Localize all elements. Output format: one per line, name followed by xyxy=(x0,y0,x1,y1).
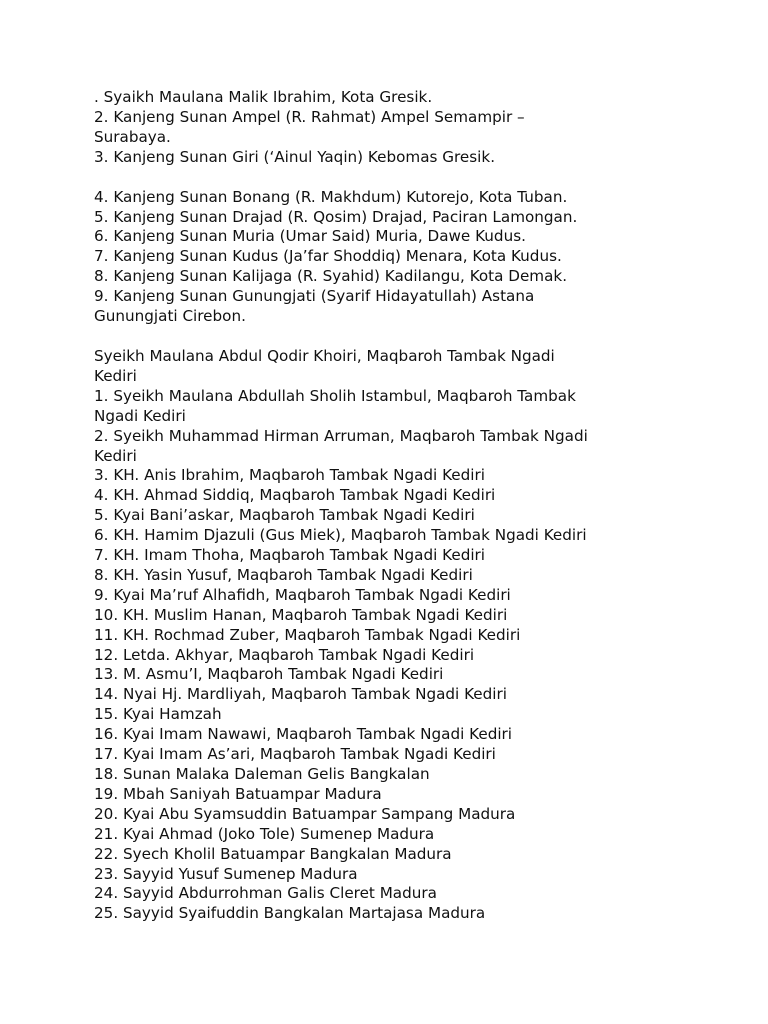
text-line: 12. Letda. Akhyar, Maqbaroh Tambak Ngadi Kediri xyxy=(94,645,475,664)
text-line: Gunungjati Cirebon. xyxy=(94,307,246,326)
text-line: 3. KH. Anis Ibrahim, Maqbaroh Tambak Ngadi Kediri xyxy=(94,466,485,485)
text-line: . Syaikh Maulana Malik Ibrahim, Kota Gresik. xyxy=(94,88,433,106)
section-wali-songo-part-1 xyxy=(94,88,734,168)
text-line: 14. Nyai Hj. Mardliyah, Maqbaroh Tambak Ngadi Kediri xyxy=(94,685,507,704)
text-line: 6. Kanjeng Sunan Muria (Umar Said) Muria, Dawe Kudus. xyxy=(94,227,526,246)
text-line: 3. Kanjeng Sunan Giri (‘Ainul Yaqin) Kebomas Gresik. xyxy=(94,147,496,166)
text-line: 9. Kanjeng Sunan Gunungjati (Syarif Hidayatullah) Astana xyxy=(94,287,535,306)
text-line: 8. Kanjeng Sunan Kalijaga (R. Syahid) Kadilangu, Kota Demak. xyxy=(94,267,568,286)
text-line: Kediri xyxy=(94,366,137,385)
section-maqbaroh-list xyxy=(94,347,734,924)
text-line: 7. KH. Imam Thoha, Maqbaroh Tambak Ngadi Kediri xyxy=(94,546,486,565)
paragraph-gap xyxy=(94,168,734,188)
text-line: Surabaya. xyxy=(94,127,171,146)
text-line: 19. Mbah Saniyah Batuampar Madura xyxy=(94,784,382,803)
text-line: Ngadi Kediri xyxy=(94,406,186,425)
text-line: 2. Kanjeng Sunan Ampel (R. Rahmat) Ampel Semampir – xyxy=(94,107,525,126)
text-line: 15. Kyai Hamzah xyxy=(94,705,222,724)
text-line: 4. KH. Ahmad Siddiq, Maqbaroh Tambak Ngadi Kediri xyxy=(94,486,496,505)
section-wali-songo-part-2 xyxy=(94,188,734,327)
text-line: 8. KH. Yasin Yusuf, Maqbaroh Tambak Ngadi Kediri xyxy=(94,565,473,584)
text-line: 11. KH. Rochmad Zuber, Maqbaroh Tambak Ngadi Kediri xyxy=(94,625,521,644)
text-line: 21. Kyai Ahmad (Joko Tole) Sumenep Madura xyxy=(94,824,435,843)
text-line: 7. Kanjeng Sunan Kudus (Ja’far Shoddiq) Menara, Kota Kudus. xyxy=(94,247,562,266)
text-line: 17. Kyai Imam As’ari, Maqbaroh Tambak Ngadi Kediri xyxy=(94,745,496,764)
text-line: 6. KH. Hamim Djazuli (Gus Miek), Maqbaroh Tambak Ngadi Kediri xyxy=(94,526,587,545)
text-line: 18. Sunan Malaka Daleman Gelis Bangkalan xyxy=(94,765,430,783)
paragraph-gap xyxy=(94,327,734,347)
text-line: 5. Kanjeng Sunan Drajad (R. Qosim) Drajad, Paciran Lamongan. xyxy=(94,207,578,226)
text-line: 4. Kanjeng Sunan Bonang (R. Makhdum) Kutorejo, Kota Tuban. xyxy=(94,187,568,206)
text-line: 22. Syech Kholil Batuampar Bangkalan Madura xyxy=(94,844,452,863)
text-line: Kediri xyxy=(94,446,137,465)
text-line: 5. Kyai Bani’askar, Maqbaroh Tambak Ngadi Kediri xyxy=(94,506,475,525)
text-line: 13. M. Asmu’I, Maqbaroh Tambak Ngadi Kediri xyxy=(94,665,444,684)
text-line: 16. Kyai Imam Nawawi, Maqbaroh Tambak Ngadi Kediri xyxy=(94,725,513,744)
text-line: 10. KH. Muslim Hanan, Maqbaroh Tambak Ngadi Kediri xyxy=(94,605,508,624)
text-line: 1. Syeikh Maulana Abdullah Sholih Istambul, Maqbaroh Tambak xyxy=(94,386,576,405)
text-line: 20. Kyai Abu Syamsuddin Batuampar Sampang Madura xyxy=(94,804,516,823)
text-line: 23. Sayyid Yusuf Sumenep Madura xyxy=(94,864,358,883)
text-line: 9. Kyai Ma’ruf Alhafidh, Maqbaroh Tambak Ngadi Kediri xyxy=(94,585,511,604)
text-line: 25. Sayyid Syaifuddin Bangkalan Martajasa Madura xyxy=(94,904,486,923)
text-line: 24. Sayyid Abdurrohman Galis Cleret Madura xyxy=(94,884,437,903)
text-line: Syeikh Maulana Abdul Qodir Khoiri, Maqbaroh Tambak Ngadi xyxy=(94,346,555,365)
document-page xyxy=(94,88,734,924)
text-line: 2. Syeikh Muhammad Hirman Arruman, Maqbaroh Tambak Ngadi xyxy=(94,426,588,445)
